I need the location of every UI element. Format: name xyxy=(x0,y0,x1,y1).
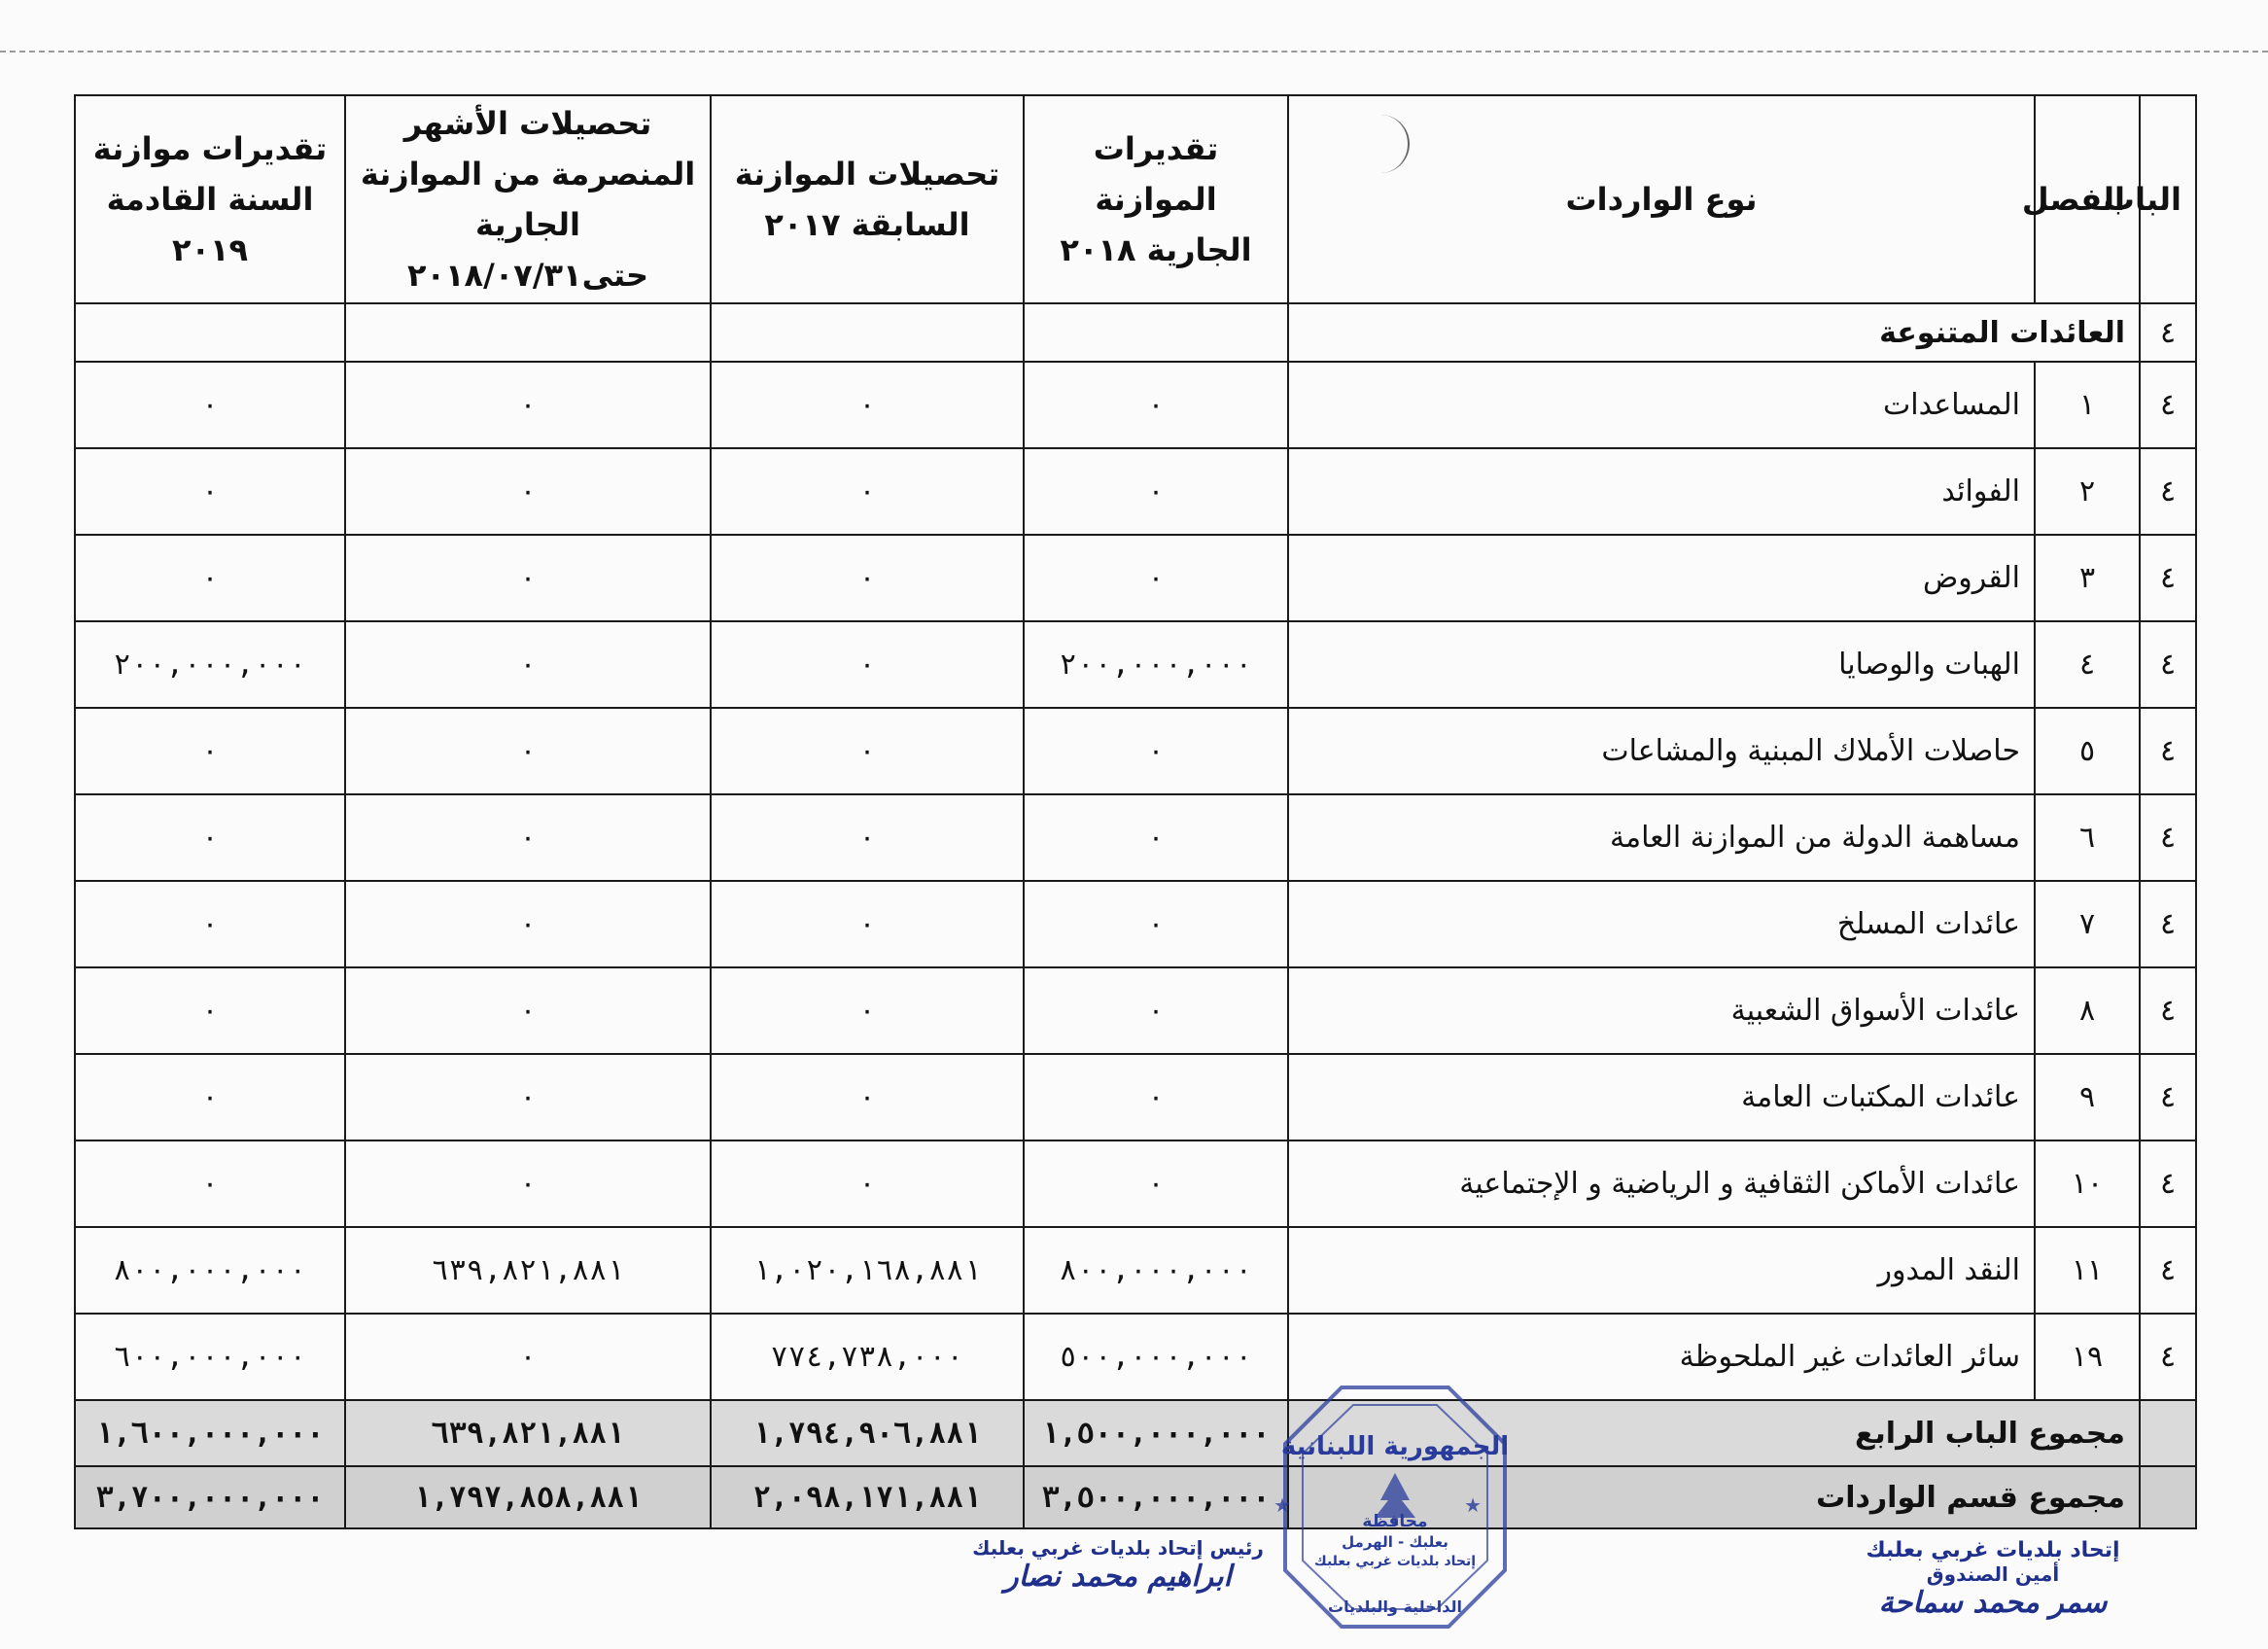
row-fasl: ٦ xyxy=(2035,794,2140,881)
row-est-next: ٠ xyxy=(75,881,345,967)
row-name: حاصلات الأملاك المبنية والمشاعات xyxy=(1288,708,2035,794)
header-est-current: تقديرات الموازنة الجارية ٢٠١٨ xyxy=(1024,95,1288,303)
row-est-next: ٢٠٠,٠٠٠,٠٠٠ xyxy=(75,621,345,708)
empty-cell xyxy=(2140,1466,2196,1528)
row-coll-prev: ٠ xyxy=(711,881,1024,967)
treasurer-name: سمر محمد سماحة xyxy=(1878,1586,2108,1620)
row-est-current: ٥٠٠,٠٠٠,٠٠٠ xyxy=(1024,1314,1288,1400)
total-bab-est-next: ١,٦٠٠,٠٠٠,٠٠٠ xyxy=(75,1400,345,1466)
row-est-next: ٠ xyxy=(75,535,345,621)
total-revenue-label: مجموع قسم الواردات xyxy=(1288,1466,2140,1528)
row-fasl: ٨ xyxy=(2035,967,2140,1054)
row-est-current: ٢٠٠,٠٠٠,٠٠٠ xyxy=(1024,621,1288,708)
table-row xyxy=(75,967,2196,1054)
president-name: ابراهيم محمد نصار xyxy=(1004,1560,1232,1594)
row-name: القروض xyxy=(1288,535,2035,621)
total-bab-est-current: ١,٥٠٠,٠٠٠,٠٠٠ xyxy=(1024,1400,1288,1466)
row-bab: ٤ xyxy=(2140,621,2196,708)
row-coll-prev: ٠ xyxy=(711,794,1024,881)
row-est-next: ٠ xyxy=(75,708,345,794)
header-coll-prev: تحصيلات الموازنة السابقة ٢٠١٧ xyxy=(711,95,1024,303)
row-coll-months: ٠ xyxy=(345,535,711,621)
row-coll-months: ٠ xyxy=(345,967,711,1054)
total-revenue-row xyxy=(75,1466,2196,1528)
section-row xyxy=(75,303,2196,362)
empty-cell xyxy=(75,303,345,362)
row-bab: ٤ xyxy=(2140,1227,2196,1314)
table-row xyxy=(75,1314,2196,1400)
row-coll-prev: ٠ xyxy=(711,362,1024,448)
table-row xyxy=(75,1227,2196,1314)
row-est-current: ٠ xyxy=(1024,448,1288,535)
revenue-table xyxy=(74,94,2197,1529)
row-fasl: ١ xyxy=(2035,362,2140,448)
president-title: رئيس إتحاد بلديات غربي بعلبك xyxy=(972,1536,1264,1560)
row-fasl: ٥ xyxy=(2035,708,2140,794)
row-coll-months: ٠ xyxy=(345,794,711,881)
total-bab-row xyxy=(75,1400,2196,1466)
row-est-current: ٠ xyxy=(1024,535,1288,621)
row-coll-months: ٠ xyxy=(345,1140,711,1227)
row-bab: ٤ xyxy=(2140,881,2196,967)
row-coll-prev: ٠ xyxy=(711,708,1024,794)
row-name: عائدات المسلخ xyxy=(1288,881,2035,967)
stamp-line2: بعلبك - الهرمل xyxy=(1342,1533,1448,1551)
row-est-next: ٠ xyxy=(75,1054,345,1140)
row-bab: ٤ xyxy=(2140,448,2196,535)
row-fasl: ١٩ xyxy=(2035,1314,2140,1400)
total-revenue-coll-prev: ٢,٠٩٨,١٧١,٨٨١ xyxy=(711,1466,1024,1528)
row-name: مساهمة الدولة من الموازنة العامة xyxy=(1288,794,2035,881)
empty-cell xyxy=(1024,303,1288,362)
row-coll-months: ٠ xyxy=(345,881,711,967)
row-name: الهبات والوصايا xyxy=(1288,621,2035,708)
row-coll-months: ٠ xyxy=(345,448,711,535)
row-coll-months: ٠ xyxy=(345,1314,711,1400)
total-bab-label: مجموع الباب الرابع xyxy=(1288,1400,2140,1466)
empty-cell xyxy=(711,303,1024,362)
row-bab: ٤ xyxy=(2140,967,2196,1054)
row-coll-months: ٠ xyxy=(345,1054,711,1140)
row-coll-months: ٠ xyxy=(345,708,711,794)
row-name: عائدات الأماكن الثقافية و الرياضية و الإجتماعية xyxy=(1288,1140,2035,1227)
row-est-current: ٠ xyxy=(1024,881,1288,967)
total-revenue-coll-months: ١,٧٩٧,٨٥٨,٨٨١ xyxy=(345,1466,711,1528)
stamp-top-text: الجمهورية اللبنانية xyxy=(1280,1432,1510,1461)
total-bab-coll-prev: ١,٧٩٤,٩٠٦,٨٨١ xyxy=(711,1400,1024,1466)
row-est-next: ٦٠٠,٠٠٠,٠٠٠ xyxy=(75,1314,345,1400)
row-est-current: ٠ xyxy=(1024,967,1288,1054)
svg-text:★: ★ xyxy=(1274,1493,1291,1517)
row-est-next: ٠ xyxy=(75,362,345,448)
row-fasl: ٧ xyxy=(2035,881,2140,967)
row-coll-prev: ٠ xyxy=(711,1140,1024,1227)
row-fasl: ١٠ xyxy=(2035,1140,2140,1227)
stamp-line3: إتحاد بلديات غربي بعلبك xyxy=(1313,1554,1477,1569)
table-row xyxy=(75,1054,2196,1140)
row-name: الفوائد xyxy=(1288,448,2035,535)
total-bab-coll-months: ٦٣٩,٨٢١,٨٨١ xyxy=(345,1400,711,1466)
table-row xyxy=(75,881,2196,967)
row-est-current: ٠ xyxy=(1024,794,1288,881)
row-est-current: ٠ xyxy=(1024,362,1288,448)
president-signature xyxy=(972,1536,1264,1594)
row-bab: ٤ xyxy=(2140,1314,2196,1400)
table-row xyxy=(75,362,2196,448)
treasurer-title: إتحاد بلديات غربي بعلبك xyxy=(1866,1538,2120,1562)
row-coll-prev: ٠ xyxy=(711,621,1024,708)
row-bab: ٤ xyxy=(2140,1054,2196,1140)
row-coll-months: ٠ xyxy=(345,362,711,448)
row-name: المساعدات xyxy=(1288,362,2035,448)
row-est-current: ٠ xyxy=(1024,708,1288,794)
empty-cell xyxy=(2140,1400,2196,1466)
row-bab: ٤ xyxy=(2140,708,2196,794)
row-name: عائدات الأسواق الشعبية xyxy=(1288,967,2035,1054)
row-fasl: ٢ xyxy=(2035,448,2140,535)
row-est-current: ٠ xyxy=(1024,1054,1288,1140)
empty-cell xyxy=(345,303,711,362)
row-fasl: ١١ xyxy=(2035,1227,2140,1314)
row-name: سائر العائدات غير الملحوظة xyxy=(1288,1314,2035,1400)
row-est-next: ٠ xyxy=(75,967,345,1054)
section-bab: ٤ xyxy=(2140,303,2196,362)
row-est-next: ٠ xyxy=(75,448,345,535)
row-fasl: ٩ xyxy=(2035,1054,2140,1140)
row-coll-prev: ١,٠٢٠,١٦٨,٨٨١ xyxy=(711,1227,1024,1314)
table-row xyxy=(75,535,2196,621)
header-revenue-type: نوع الواردات xyxy=(1288,95,2035,303)
header-coll-months: تحصيلات الأشهر المنصرمة من الموازنة الجارية حتى٢٠١٨/٠٧/٣١ xyxy=(345,95,711,303)
row-name: النقد المدور xyxy=(1288,1227,2035,1314)
table-row xyxy=(75,708,2196,794)
row-coll-months: ٠ xyxy=(345,621,711,708)
row-fasl: ٣ xyxy=(2035,535,2140,621)
table-row xyxy=(75,448,2196,535)
page-top-border xyxy=(0,51,2268,53)
table-row xyxy=(75,794,2196,881)
row-est-next: ٨٠٠,٠٠٠,٠٠٠ xyxy=(75,1227,345,1314)
table-row xyxy=(75,621,2196,708)
row-bab: ٤ xyxy=(2140,794,2196,881)
official-stamp xyxy=(1274,1376,1517,1638)
total-revenue-est-next: ٣,٧٠٠,٠٠٠,٠٠٠ xyxy=(75,1466,345,1528)
row-coll-prev: ٠ xyxy=(711,967,1024,1054)
row-est-current: ٨٠٠,٠٠٠,٠٠٠ xyxy=(1024,1227,1288,1314)
stamp-line1: محافظة xyxy=(1362,1512,1428,1531)
row-coll-prev: ٠ xyxy=(711,448,1024,535)
section-label: العائدات المتنوعة xyxy=(1288,303,2140,362)
header-bab: الباب xyxy=(2140,95,2196,303)
row-coll-prev: ٠ xyxy=(711,1054,1024,1140)
row-bab: ٤ xyxy=(2140,362,2196,448)
row-bab: ٤ xyxy=(2140,535,2196,621)
row-est-current: ٠ xyxy=(1024,1140,1288,1227)
table-row xyxy=(75,1140,2196,1227)
row-est-next: ٠ xyxy=(75,1140,345,1227)
treasurer-signature xyxy=(1847,1538,2139,1620)
row-coll-prev: ٧٧٤,٧٣٨,٠٠٠ xyxy=(711,1314,1024,1400)
total-revenue-est-current: ٣,٥٠٠,٠٠٠,٠٠٠ xyxy=(1024,1466,1288,1528)
treasurer-role: أمين الصندوق xyxy=(1926,1562,2060,1586)
stamp-bottom-text: الداخلية والبلديات xyxy=(1328,1597,1462,1616)
header-fasl: الفصل xyxy=(2035,95,2140,303)
row-coll-prev: ٠ xyxy=(711,535,1024,621)
row-bab: ٤ xyxy=(2140,1140,2196,1227)
svg-text:★: ★ xyxy=(1464,1493,1482,1517)
header-row xyxy=(75,95,2196,303)
header-est-next: تقديرات موازنة السنة القادمة ٢٠١٩ xyxy=(75,95,345,303)
row-name: عائدات المكتبات العامة xyxy=(1288,1054,2035,1140)
row-coll-months: ٦٣٩,٨٢١,٨٨١ xyxy=(345,1227,711,1314)
row-fasl: ٤ xyxy=(2035,621,2140,708)
row-est-next: ٠ xyxy=(75,794,345,881)
